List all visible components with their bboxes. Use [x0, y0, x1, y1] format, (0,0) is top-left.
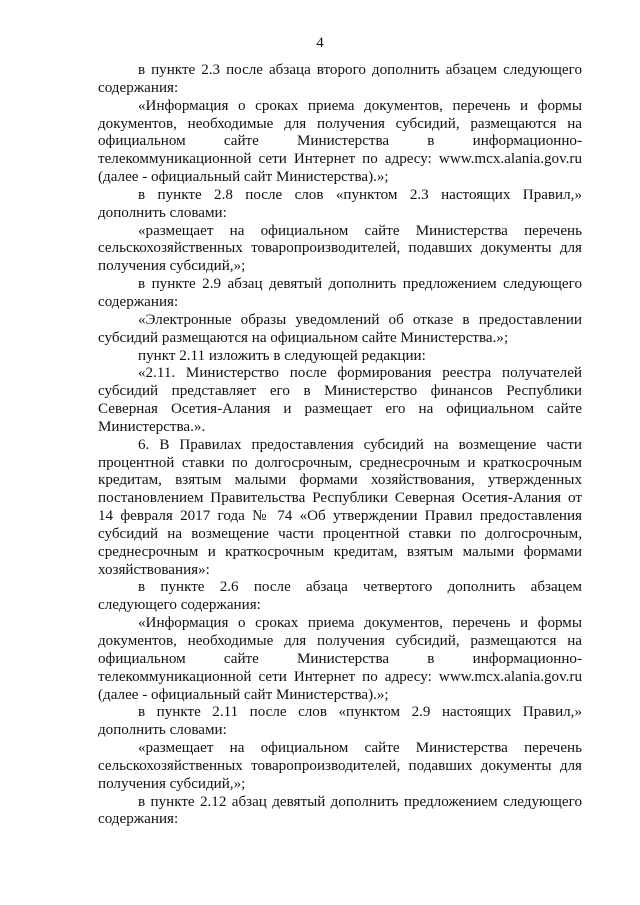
- paragraph: «2.11. Министерство после формирования реестра получателей субсидий представляет его в Министерство финансов Республики Северная Осетия-Алания и размещает его на официальном сайте Министерства.».: [98, 365, 582, 435]
- paragraph: 6. В Правилах предоставления субсидий на возмещение части процентной ставки по долгосрочным, среднесрочным и краткосрочным кредитам, взятым малыми формами хозяйствования, утвержденных постановлением Правительства Республики Северная Осетия-Алания от 14 февраля 2017 года № 74 «Об утверждении Правил предоставления субсидий на возмещение части процентной ставки по долгосрочным, среднесрочным и краткосрочным кредитам, взятым малыми формами хозяйствования»:: [98, 436, 582, 578]
- paragraph: «Электронные образы уведомлений об отказе в предоставлении субсидий размещаются на официальном сайте Министерства.»;: [98, 311, 582, 346]
- paragraph: в пункте 2.8 после слов «пунктом 2.3 настоящих Правил,» дополнить словами:: [98, 186, 582, 221]
- paragraph: в пункте 2.11 после слов «пунктом 2.9 настоящих Правил,» дополнить словами:: [98, 704, 582, 739]
- paragraph: в пункте 2.6 после абзаца четвертого дополнить абзацем следующего содержания:: [98, 579, 582, 614]
- paragraph: «размещает на официальном сайте Министерства перечень сельскохозяйственных товаропроизводителей, подавших документы для получения субсидий,»;: [98, 222, 582, 275]
- paragraph: в пункте 2.12 абзац девятый дополнить предложением следующего содержания:: [98, 793, 582, 828]
- paragraph: пункт 2.11 изложить в следующей редакции:: [138, 347, 426, 364]
- paragraph: в пункте 2.9 абзац девятый дополнить предложением следующего содержания:: [98, 276, 582, 310]
- paragraph: в пункте 2.3 после абзаца второго дополнить абзацем следующего содержания:: [98, 62, 582, 96]
- page-number: 4: [316, 35, 324, 51]
- paragraph: «Информация о сроках приема документов, перечень и формы документов, необходимые для получения субсидий, размещаются на официальном сайте Министерства в информационно-телекоммуникационной сети Интернет по адресу: www.mcx.alania.gov.ru (далее - официальный сайт Министерства).»;: [98, 97, 582, 186]
- paragraph: «размещает на официальном сайте Министерства перечень сельскохозяйственных товаропроизводителей, подавших документы для получения субсидий,»;: [98, 740, 582, 792]
- document-body: [98, 62, 582, 829]
- paragraph: «Информация о сроках приема документов, перечень и формы документов, необходимые для получения субсидий, размещаются на официальном сайте Министерства в информационно-телекоммуникационной сети Интернет по адресу: www.mcx.alania.gov.ru (далее - официальный сайт Министерства).»;: [98, 615, 582, 703]
